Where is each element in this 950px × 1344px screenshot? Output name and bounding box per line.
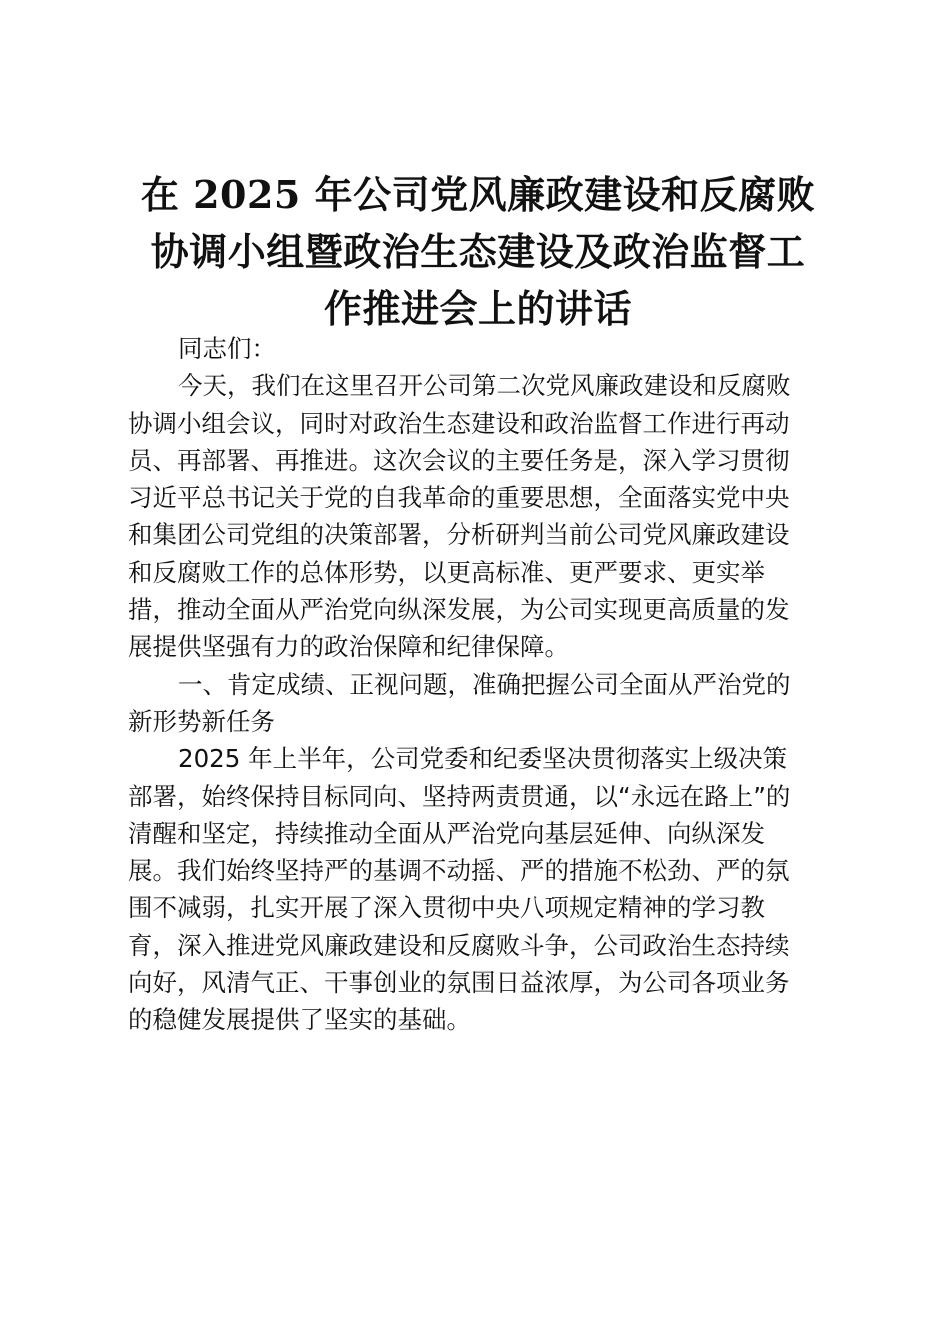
paragraph-line: 措，推动全面从严治党向纵深发展，为公司实现更高质量的发 — [128, 595, 790, 625]
paragraph-line: 清醒和坚定，持续推动全面从严治党向基层延伸、向纵深发 — [128, 818, 765, 848]
paragraph-line: 今天，我们在这里召开公司第二次党风廉政建设和反腐败 — [178, 371, 791, 401]
paragraph-achievements — [128, 740, 828, 1038]
title-line: 作推进会上的讲话 — [323, 286, 632, 331]
document-body — [128, 330, 828, 1039]
paragraph-line: 2025 年上半年，公司党委和纪委坚决贯彻落实上级决策 — [178, 744, 788, 774]
section-heading-line: 一、肯定成绩、正视问题，准确把握公司全面从严治党的 — [178, 669, 791, 699]
paragraph-line: 向好，风清气正、干事创业的氛围日益浓厚，为公司各项业务 — [128, 968, 790, 998]
paragraph-line: 协调小组会议，同时对政治生态建设和政治监督工作进行再动 — [128, 408, 790, 438]
document-title — [120, 166, 836, 337]
salutation — [128, 330, 828, 367]
paragraph-line: 和反腐败工作的总体形势，以更高标准、更严要求、更实举 — [128, 557, 765, 587]
paragraph-line: 展。我们始终坚持严的基调不动摇、严的措施不松劲、严的氛 — [128, 856, 790, 886]
paragraph-line: 习近平总书记关于党的自我革命的重要思想，全面落实党中央 — [128, 483, 790, 513]
section-heading — [128, 666, 828, 741]
paragraph-line: 育，深入推进党风廉政建设和反腐败斗争，公司政治生态持续 — [128, 930, 790, 960]
title-line: 协调小组暨政治生态建设及政治监督工 — [150, 229, 806, 274]
paragraph-line: 部署，始终保持目标同向、坚持两责贯通，以“永远在路上”的 — [128, 781, 791, 811]
title-line: 在 2025 年公司党风廉政建设和反腐败 — [140, 172, 816, 217]
paragraph-line: 围不减弱，扎实开展了深入贯彻中央八项规定精神的学习教 — [128, 893, 765, 923]
section-heading-line: 新形势新任务 — [128, 706, 275, 736]
salutation-text: 同志们： — [178, 334, 276, 363]
paragraph-line: 和集团公司党组的决策部署，分析研判当前公司党风廉政建设 — [128, 520, 790, 550]
paragraph-line: 的稳健发展提供了坚实的基础。 — [128, 1005, 471, 1035]
paragraph-line: 展提供坚强有力的政治保障和纪律保障。 — [128, 632, 569, 662]
paragraph-line: 员、再部署、再推进。这次会议的主要任务是，深入学习贯彻 — [128, 445, 790, 475]
paragraph-intro — [128, 367, 828, 665]
